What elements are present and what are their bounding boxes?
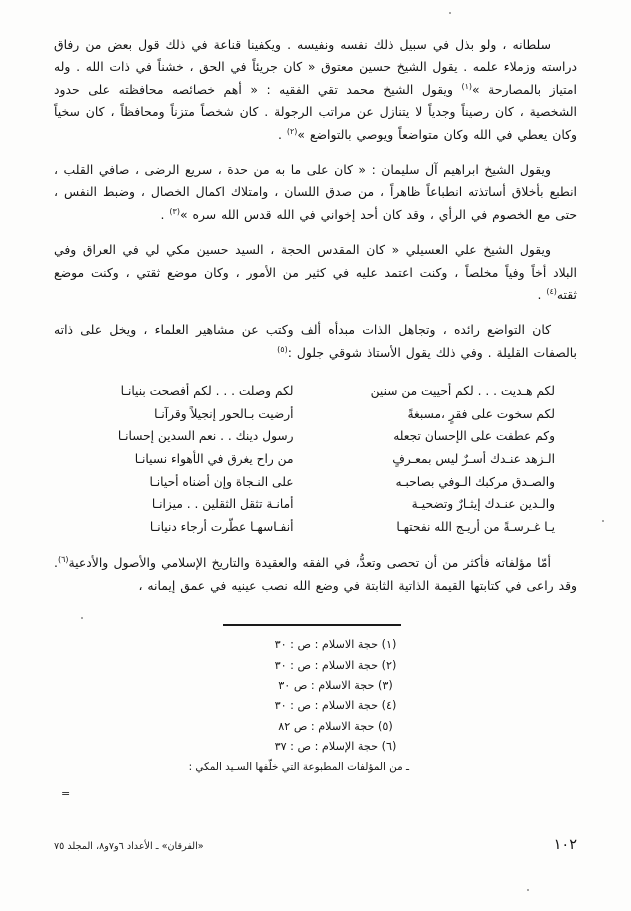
poem-hemistich-first: وكم عطفت على الإحسان تجعله: [393, 429, 555, 444]
paragraph-4-text: كان التواضع رائده ، وتجاهل الذات مبدأه ألف وكتب عن مشاهير العلماء ، ويخل على ذاته بالصفات القليلة . وفي ذلك يقول الأستاذ شوقي جلول :: [54, 322, 577, 360]
poem-hemistich-second: أرضيت بـالحور إنجيلاً وقرآنـا: [154, 406, 294, 421]
footnote-separator-rule: [223, 624, 401, 626]
poem-hemistich-second: أمانـة تثقل الثقلين . . ميزانـا: [151, 497, 294, 512]
scan-artifact: [602, 520, 604, 522]
paragraph-1-text: سلطانه ، ولو بذل في سبيل ذلك نفسه ونفيسه . ويكفينا قناعة في ذلك قول بعض من رفاق دراسته وزملاء علمه . يقول الشيخ حسين معتوق « كان جريئاً في الحق ، خشناً في ذات الله . وله امتياز بالمصارحة »: [54, 37, 577, 97]
paragraph-3: [54, 239, 577, 306]
poem-hemistich-first: والـدين عنـدك إيثـارٌ وتضحيـة: [411, 497, 555, 512]
poem-verse: [60, 448, 555, 471]
page-number: ١٠٢: [553, 837, 577, 853]
paragraph-3-tail: .: [537, 287, 547, 303]
page-footer: [54, 837, 577, 853]
paragraph-4: [54, 319, 577, 364]
poem-hemistich-second: على النـجاة وإن أضناه أحيانـا: [149, 474, 294, 489]
poem-hemistich-second: من راح يغرق في الأهواء نسيانـا: [134, 452, 294, 467]
footnote-marker-5: (٥): [277, 344, 288, 354]
footnote-trailing-note: ـ من المؤلفات المطبوعة التي خلّفها السـيد المكي :: [188, 760, 409, 773]
footnote-marker-4: (٤): [546, 286, 557, 296]
footnotes-section: [54, 624, 577, 776]
footnote-item: (٤) حجة الاسلام : ص : ٣٠: [274, 699, 397, 713]
poem-verse: [60, 380, 555, 403]
footnote-item: (١) حجة الاسلام : ص : ٣٠: [274, 638, 397, 652]
footnote-marker-1: (١): [461, 81, 473, 91]
paragraph-2-tail: .: [160, 206, 170, 222]
poem-verse: [60, 471, 555, 494]
poem-hemistich-first: يـا غـرسـةً من أريـج الله نفحتهـا: [396, 519, 555, 534]
paragraph-2: [54, 159, 577, 226]
poem-verse: [60, 516, 555, 539]
footnote-item: (٢) حجة الاسلام : ص : ٣٠: [274, 658, 397, 672]
poem-verse: [60, 493, 555, 516]
paragraph-1-tail: .: [277, 126, 287, 142]
poem-verse: [60, 425, 555, 448]
continuation-mark: =: [61, 787, 71, 800]
page-content: [54, 34, 577, 610]
paragraph-1: [54, 34, 577, 146]
scan-artifact: [81, 617, 83, 619]
scan-artifact: [449, 12, 451, 14]
footnote-item: (٥) حجة الاسلام : ص ٨٢: [278, 719, 393, 733]
paragraph-3-text: ويقول الشيخ علي العسيلي « كان المقدس الحجة ، السيد حسين مكي لي في العراق وفي البلاد أخاً وفياً مخلصاً ، وكنت اعتمد عليه في كثير من الأمور ، وكان موضع ثقتي ، وكنت موضع ثقته: [54, 242, 577, 303]
footnote-marker-3: (٣): [169, 206, 180, 216]
scan-artifact: [527, 889, 529, 891]
footnote-item: (٣) حجة الاسلام : ص ٣٠: [278, 679, 393, 692]
closing-paragraph: [54, 552, 577, 597]
paragraph-1-text-after: ويقول الشيخ محمد تقي الفقيه : « أهم خصائصه محافظته على حدود الشخصية ، كان رصيناً وجدياً لا يتنازل عن مراتب الرجولة . كان شخصاً متزناً ومحافظاً ، كان سخياً وكان يعطي في الله وكان متواضعاً ويوصي بالتواضع »: [54, 81, 577, 142]
closing-paragraph-text-after: . وقد راعى في كتابتها القيمة الذاتية الثابتة في وضع الله نصب عينيه في عمق إيمانه ،: [54, 555, 577, 593]
footnote-item: (٦) حجة الإسلام : ص : ٣٧: [274, 740, 397, 754]
footnote-marker-6: (٦): [57, 555, 69, 565]
footnote-marker-2: (٢): [286, 126, 298, 136]
poem-hemistich-second: لكم وصلت . . . لكم أفصحت بنيانـا: [120, 384, 294, 399]
poem-hemistich-second: رسول دينك . . نعم السدين إحسانـا: [117, 429, 294, 444]
poem-verse: [60, 403, 555, 426]
poem-hemistich-second: أنفـاسهـا عطّرت أرجاء دنيانـا: [149, 519, 294, 534]
poem-block: [54, 380, 577, 538]
paragraph-2-text: ويقول الشيخ ابراهيم آل سليمان : « كان على ما به من حدة ، سريع الرضى ، صافي القلب ، انطبع بأخلاق أساتذته انطباعاً ظاهراً ، من صدق اللسان ، وامتلاك اكمال الخصال ، وضبط النفس ، حتى مع الخصوم في الرأي ، وقد كان أحد إخواني في الله قدس الله سره »: [54, 162, 577, 222]
poem-hemistich-first: لكم هـديت . . . لكم أحييت من سنين: [370, 384, 555, 399]
closing-paragraph-text: أمّا مؤلفاته فأكثر من أن تحصى وتعدُّ، في الفقه والعقيدة والتاريخ الإسلامي والأصول والأدعية: [68, 555, 551, 571]
poem-hemistich-first: الـزهد عنـدك أسـرٌ ليس بمعـرفٍ: [392, 452, 555, 467]
poem-hemistich-first: والصـدق مركبك الـوفي بصاحبـه: [395, 474, 555, 489]
poem-hemistich-first: لكم سخوت على فقرٍ ،مسبغةً: [407, 406, 555, 421]
journal-reference: «الفرقان» ـ الأعداد ٦و٧و٨، المجلد ٧٥: [54, 841, 204, 852]
